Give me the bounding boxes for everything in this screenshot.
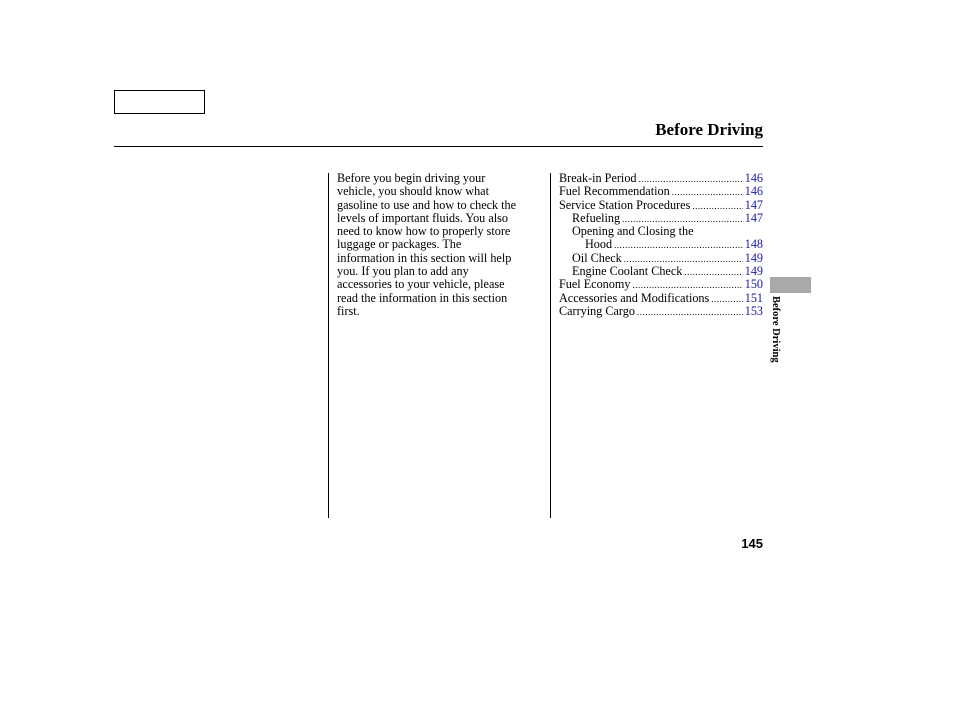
toc-page-link[interactable]: 148: [744, 237, 763, 252]
toc-leader-dots: [684, 266, 742, 279]
toc-entry-fuel-recommendation[interactable]: [559, 185, 763, 198]
toc-page-link[interactable]: 147: [744, 210, 763, 225]
intro-line: information in this section will help: [337, 250, 512, 265]
toc-entry-label: Opening and Closing the: [572, 224, 694, 239]
title-divider: [114, 146, 763, 147]
toc-entry-service-station-procedures[interactable]: [559, 199, 763, 212]
toc-page-link[interactable]: 149: [744, 264, 763, 279]
table-of-contents: [559, 172, 763, 318]
toc-entry-label: Carrying Cargo: [559, 303, 635, 318]
page-title: Before Driving: [655, 120, 763, 139]
toc-entry-label: Break-in Period: [559, 171, 637, 185]
toc-entry-label: Engine Coolant Check: [572, 264, 683, 279]
toc-entry-opening-closing-hood-line2[interactable]: [559, 238, 763, 251]
toc-page-link[interactable]: 151: [744, 290, 763, 305]
intro-line: Before you begin driving your: [337, 171, 486, 185]
toc-page-link[interactable]: 146: [744, 171, 763, 185]
toc-entry-fuel-economy[interactable]: [559, 278, 763, 291]
toc-page-link[interactable]: 150: [744, 277, 763, 292]
intro-line: levels of important fluids. You also: [337, 210, 508, 225]
toc-page-link[interactable]: 149: [744, 250, 763, 265]
toc-page-link[interactable]: 146: [744, 184, 763, 199]
section-tab[interactable]: [770, 277, 811, 293]
toc-entry-engine-coolant-check[interactable]: [559, 265, 763, 278]
toc-entry-break-in-period[interactable]: [559, 172, 763, 185]
toc-entry-label: Fuel Economy: [559, 277, 631, 292]
intro-paragraph: [337, 172, 543, 318]
page-number: 145: [741, 536, 763, 551]
intro-line: vehicle, you should know what: [337, 184, 489, 199]
main-menu-button[interactable]: [114, 90, 205, 114]
toc-entry-carrying-cargo[interactable]: [559, 305, 763, 318]
intro-line: luggage or packages. The: [337, 237, 462, 252]
toc-leader-dots: [692, 200, 742, 213]
toc-leader-dots: [637, 306, 743, 319]
toc-entry-label: Service Station Procedures: [559, 197, 691, 212]
toc-entry-accessories-modifications[interactable]: [559, 292, 763, 305]
toc-entry-refueling[interactable]: [559, 212, 763, 225]
toc-leader-dots: [614, 239, 743, 252]
intro-line: gasoline to use and how to check the: [337, 197, 517, 212]
toc-entry-label: Fuel Recommendation: [559, 184, 670, 199]
intro-line: read the information in this section: [337, 290, 508, 305]
toc-page-link[interactable]: 147: [744, 197, 763, 212]
toc-entry-label: Accessories and Modifications: [559, 290, 710, 305]
toc-entry-oil-check[interactable]: [559, 252, 763, 265]
toc-entry-label: Hood: [585, 237, 613, 252]
section-tab-label: Before Driving: [770, 296, 781, 363]
toc-entry-label: Oil Check: [572, 250, 622, 265]
left-column-divider: [328, 173, 329, 518]
toc-page-link[interactable]: 153: [744, 303, 763, 318]
intro-line: need to know how to properly store: [337, 224, 511, 239]
toc-entry-opening-closing-hood-line1[interactable]: [559, 225, 763, 238]
intro-line: you. If you plan to add any: [337, 264, 469, 279]
intro-line: accessories to your vehicle, please: [337, 277, 505, 292]
toc-leader-dots: [711, 293, 742, 306]
toc-entry-label: Refueling: [572, 210, 621, 225]
intro-line: first.: [337, 303, 360, 318]
middle-column-divider: [550, 173, 551, 518]
